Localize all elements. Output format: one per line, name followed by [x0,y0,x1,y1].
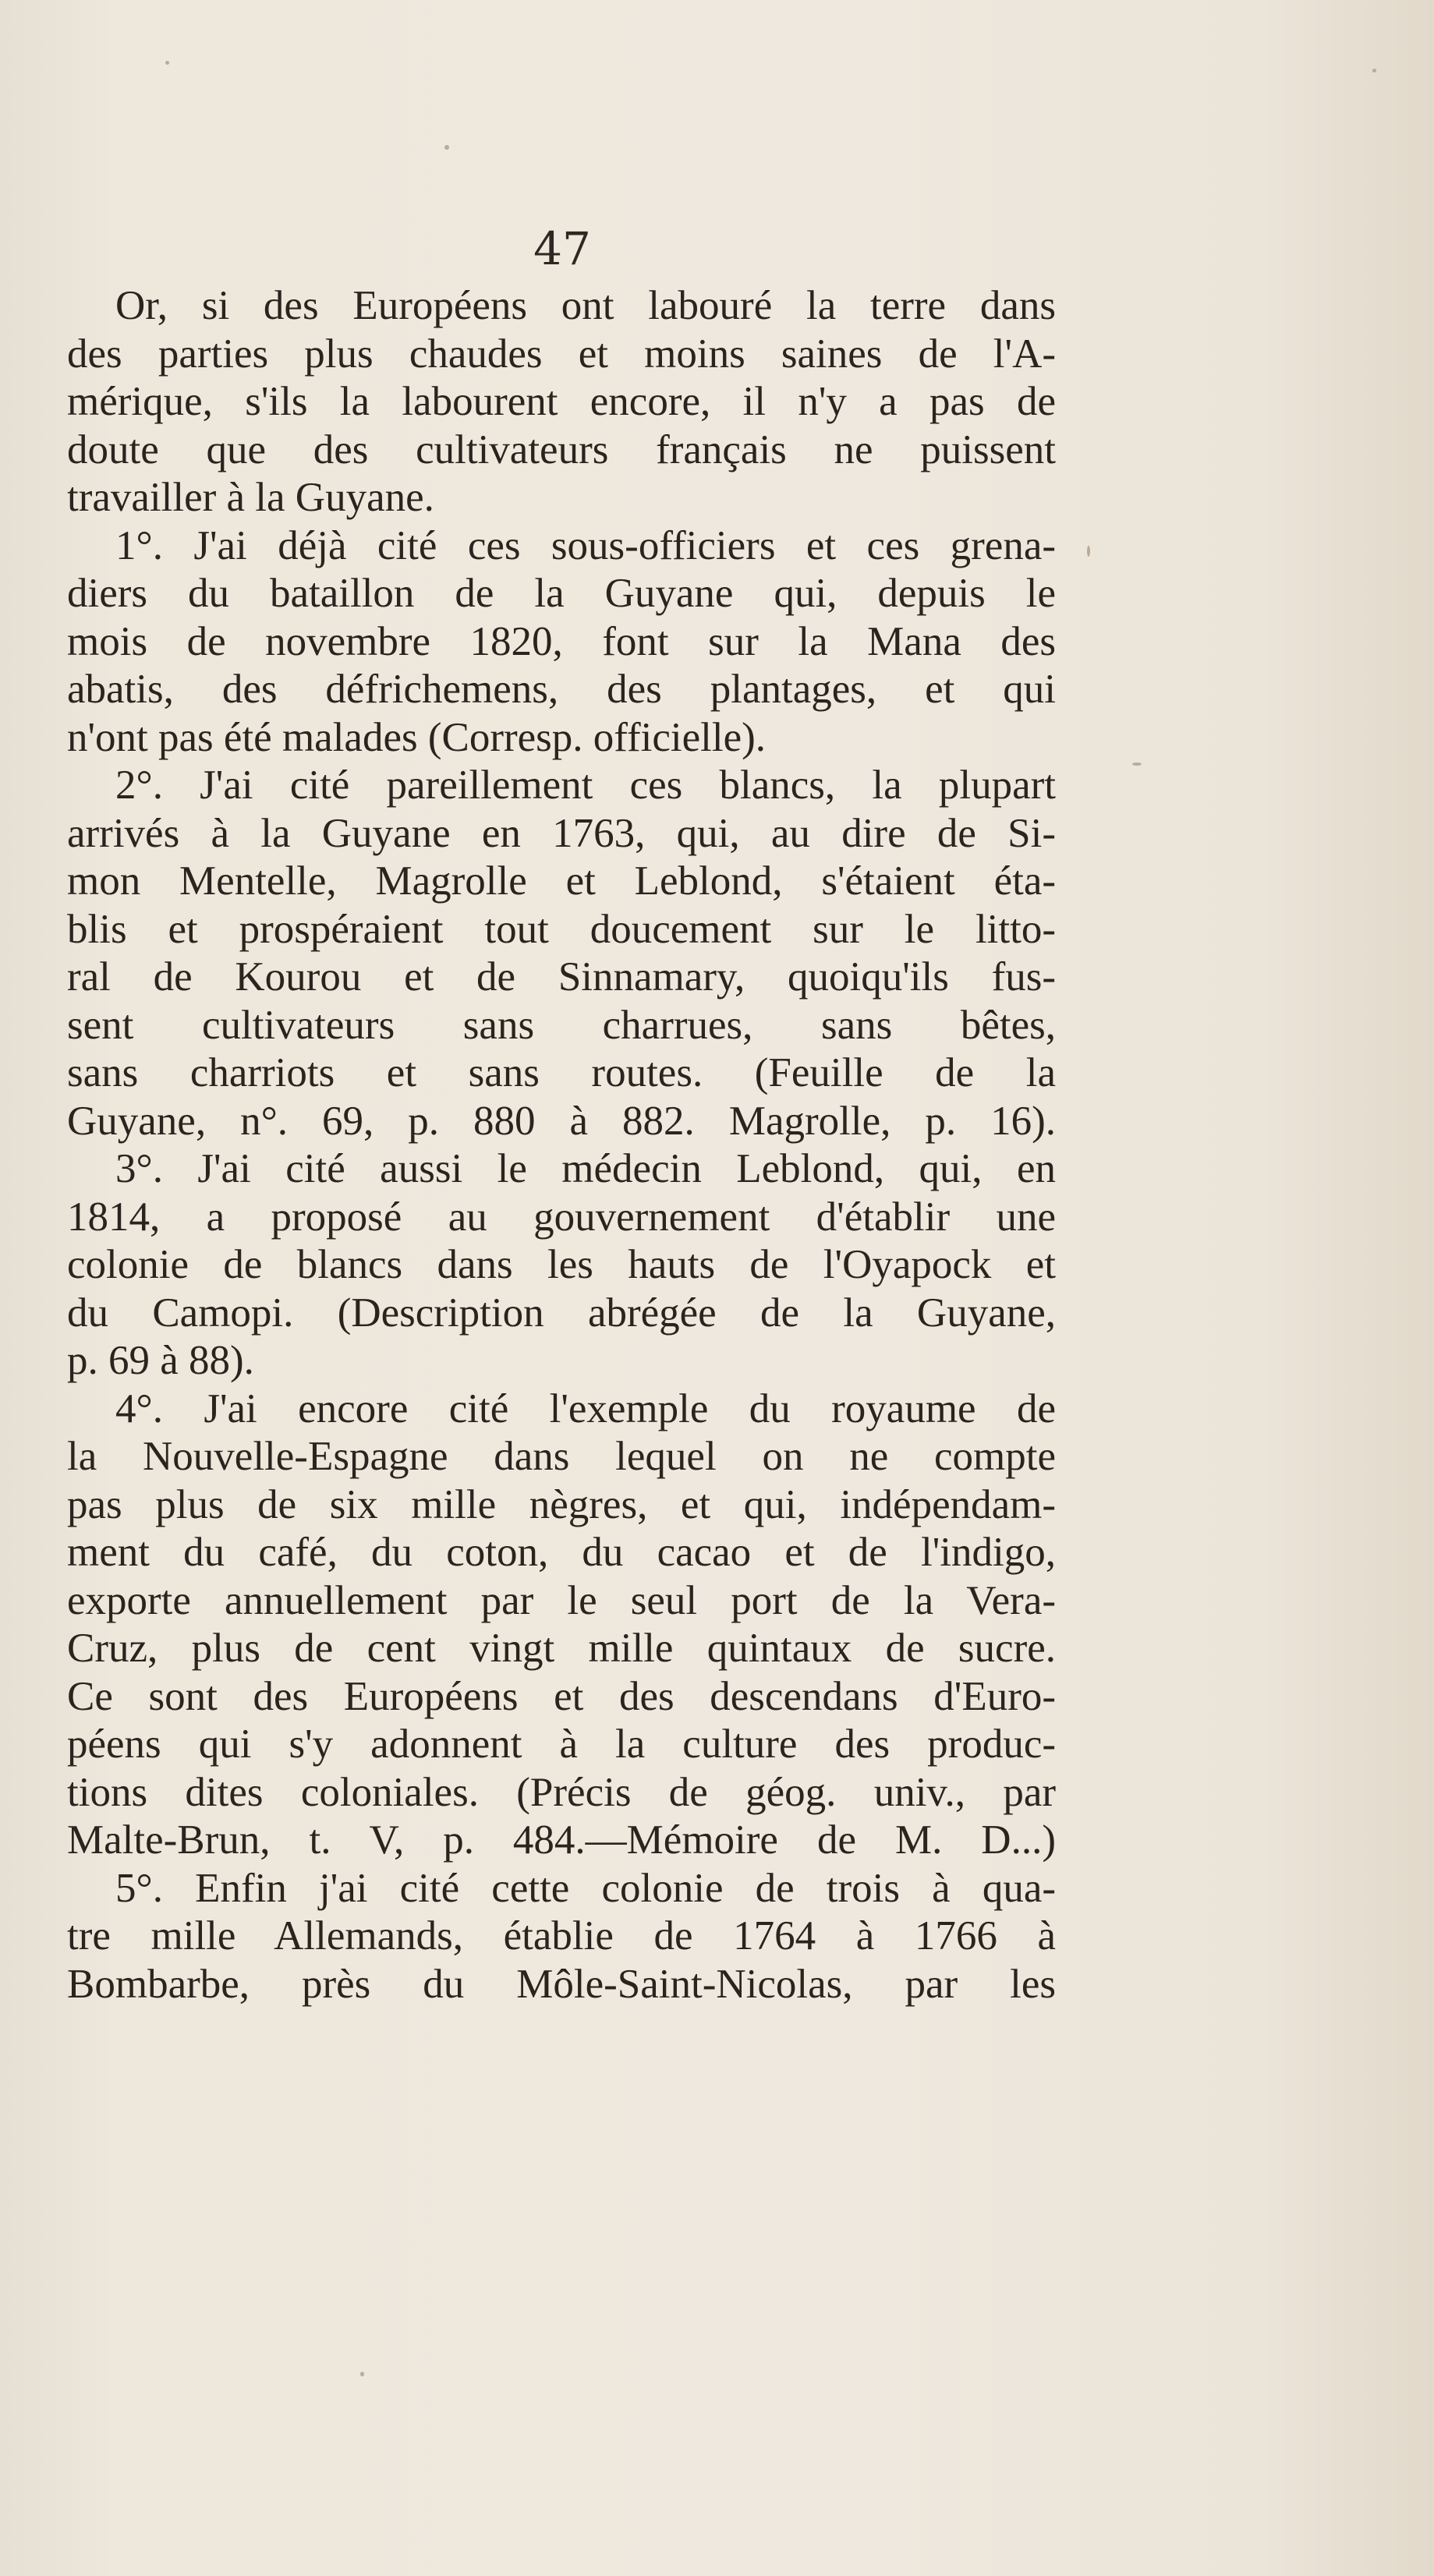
text-line: ment du café, du coton, du cacao et de l'indigo, [67,1530,1056,1575]
paper-spot [1132,763,1142,766]
paper-spot [444,145,449,150]
text-line: diers du bataillon de la Guyane qui, depuis le [67,571,1056,616]
text-line: sans charriots et sans routes. (Feuille de la [67,1050,1056,1095]
text-line: la Nouvelle-Espagne dans lequel on ne compte [67,1434,1056,1479]
text-line: colonie de blancs dans les hauts de l'Oyapock et [67,1242,1056,1287]
body-text [67,282,1056,2008]
text-line: 3°. J'ai cité aussi le médecin Leblond, qui, en [115,1146,1056,1191]
text-line: n'ont pas été malades (Corresp. officielle). [67,714,767,760]
text-line: du Camopi. (Description abrégée de la Guyane, [67,1290,1056,1336]
page-number: 47 [533,222,591,275]
text-line: exporte annuellement par le seul port de la Vera- [67,1577,1056,1623]
text-line: Ce sont des Européens et des descendans d'Euro- [67,1673,1056,1719]
text-line: tre mille Allemands, établie de 1764 à 1766 à [67,1913,1056,1959]
text-line: mérique, s'ils la labourent encore, il n'y a pas de [67,379,1056,424]
text-line: sent cultivateurs sans charrues, sans bêtes, [67,1002,1056,1048]
text-line: arrivés à la Guyane en 1763, qui, au dire de Si- [67,810,1056,856]
text-line: péens qui s'y adonnent à la culture des produc- [67,1721,1056,1767]
text-line: mois de novembre 1820, font sur la Mana des [67,618,1056,664]
text-line: blis et prospéraient tout doucement sur le litto- [67,906,1056,952]
text-line: Bombarbe, près du Môle-Saint-Nicolas, par les [67,1961,1056,2007]
paper-spot [1087,546,1090,557]
text-line: des parties plus chaudes et moins saines de l'A- [67,331,1056,377]
text-line: tions dites coloniales. (Précis de géog. univ., par [67,1769,1056,1815]
text-line: pas plus de six mille nègres, et qui, indépendam- [67,1481,1056,1527]
text-line: 2°. J'ai cité pareillement ces blancs, la plupart [115,763,1056,808]
text-line: 1°. J'ai déjà cité ces sous-officiers et ces grena- [115,522,1056,568]
text-line: p. 69 à 88). [67,1338,254,1383]
text-line: Guyane, n°. 69, p. 880 à 882. Magrolle, p. 16). [67,1098,1056,1144]
text-line: Malte-Brun, t. V, p. 484.—Mémoire de M. D...) [67,1817,1056,1863]
paper-spot [165,61,169,65]
text-line: Or, si des Européens ont labouré la terre dans [115,283,1056,328]
paper-spot [360,2372,364,2376]
text-line: Cruz, plus de cent vingt mille quintaux de sucre. [67,1626,1056,1671]
text-line: mon Mentelle, Magrolle et Leblond, s'étaient éta- [67,858,1056,904]
text-line: 1814, a proposé au gouvernement d'établir une [67,1194,1056,1240]
text-line: travailler à la Guyane. [67,475,434,520]
text-line: ral de Kourou et de Sinnamary, quoiqu'ils fus- [67,954,1056,1000]
paper-spot [1372,69,1376,73]
text-line: 4°. J'ai encore cité l'exemple du royaume de [115,1385,1056,1431]
text-line: 5°. Enfin j'ai cité cette colonie de trois à qua- [115,1865,1056,1911]
text-line: doute que des cultivateurs français ne puissent [67,426,1056,472]
text-line: abatis, des défrichemens, des plantages, et qui [67,667,1056,712]
